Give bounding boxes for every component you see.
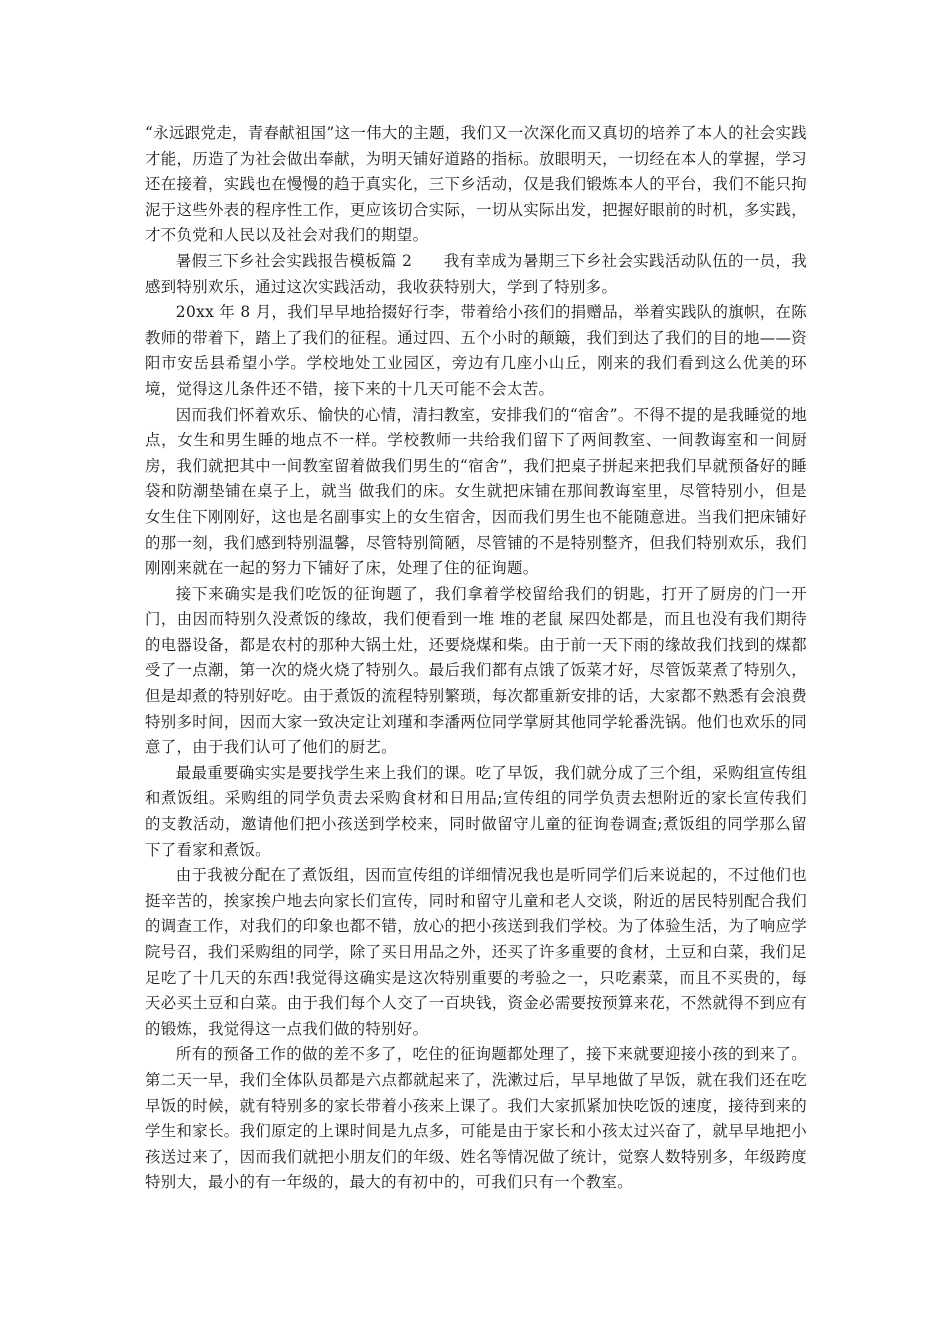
paragraph-8: 所有的预备工作的做的差不多了，吃住的征询题都处理了，接下来就要迎接小孩的到来了。第二天一早，我们全体队员都是六点都就起来了，洗漱过后，早早地做了早饭，就在我们还在吃早饭的时候，就有特别多的家长带着小孩来上课了。我们大家抓紧加快吃饭的速度，接待到来的学生和家长。我们原定的上课时间是九点多，可能是由于家长和小孩太过兴奋了，就早早地把小孩送过来了，因而我们就把小朋友们的年级、姓名等情况做了统计，觉察人数特别多，年级跨度特别大，最小的有一年级的，最大的有初中的，可我们只有一个教室。 [145, 1045, 807, 1192]
paragraph-6: 最最重要确实实是要找学生来上我们的课。吃了早饭，我们就分成了三个组，采购组宣传组和煮饭组。采购组的同学负责去采购食材和日用品;宣传组的同学负责去想附近的家长宣传我们的支教活动，邀请他们把小孩送到学校来，同时做留守儿童的征询卷调查;煮饭组的同学那么留下了看家和煮饭。 [145, 763, 807, 859]
paragraph-3: 20xx 年 8 月，我们早早地拾掇好行李，带着给小孩们的捐赠品，举着实践队的旗帜，在陈教师的带着下，踏上了我们的征程。通过四、五个小时的颠簸，我们到达了我们的目的地——资阳市安岳县希望小学。学校地处工业园区，旁边有几座小山丘，刚来的我们看到这么优美的环境，觉得这儿条件还不错，接下来的十几天可能不会太苦。 [145, 303, 807, 398]
paragraph-5: 接下来确实是我们吃饭的征询题了，我们拿着学校留给我们的钥匙，打开了厨房的门一开门，由因而特别久没煮饭的缘故，我们便看到一堆 堆的老鼠 屎四处都是，而且也没有我们期待的电器设备，都是农村的那种大锅土灶，还要烧煤和柴。由于前一天下雨的缘故我们找到的煤都受了一点潮，第一次的烧火烧了特别久。最后我们都有点饿了饭菜才好，尽管饭菜煮了特别久，但是却煮的特别好吃。由于煮饭的流程特别繁琐，每次都重新安排的话，大家都不熟悉有会浪费特别多时间，因而大家一致决定让刘瑾和李潘两位同学掌厨其他同学轮番洗锅。他们也欢乐的同意了，由于我们认可了他们的厨艺。 [145, 584, 807, 757]
document-page [145, 121, 807, 1196]
paragraph-7: 由于我被分配在了煮饭组，因而宣传组的详细情况我也是听同学们后来说起的，不过他们也挺辛苦的，挨家挨户地去向家长们宣传，同时和留守儿童和老人交谈，附近的居民特别配合我们的调查工作，对我们的印象也都不错，放心的把小孩送到我们学校。为了体验生活，为了响应学院号召，我们采购组的同学，除了买日用品之外，还买了许多重要的食材，土豆和白菜，我们足足吃了十几天的东西!我觉得这确实是这次特别重要的考验之一，只吃素菜，而且不买贵的，每天必买土豆和白菜。由于我们每个人交了一百块钱，资金必需要按预算来花，不然就得不到应有的锻炼，我觉得这一点我们做的特别好。 [145, 866, 807, 1038]
paragraph-4: 因而我们怀着欢乐、愉快的心情，清扫教室，安排我们的“宿舍”。不得不提的是我睡觉的地点，女生和男生睡的地点不一样。学校教师一共给我们留下了两间教室、一间教诲室和一间厨房，我们就把其中一间教室留着做我们男生的“宿舍”，我们把桌子拼起来把我们早就预备好的睡袋和防潮垫铺在桌子上，就当 做我们的床。女生就把床铺在那间教诲室里，尽管特别小，但是女生住下刚刚好，这也是名副事实上的女生宿舍，因而我们男生也不能随意进。当我们把床铺好的那一刻，我们感到特别温馨，尽管特别简陋，尽管铺的不是特别整齐，但我们特别欢乐，我们刚刚来就在一起的努力下铺好了床，处理了住的征询题。 [145, 405, 807, 578]
paragraph-1: “永远跟党走，青春献祖国”这一伟大的主题，我们又一次深化而又真切的培养了本人的社会实践才能，历造了为社会做出奉献，为明天铺好道路的指标。放眼明天，一切经在本人的掌握，学习还在接着，实践也在慢慢的趋于真实化，三下乡活动，仅是我们锻炼本人的平台，我们不能只拘泥于这些外表的程序性工作，更应该切合实际，一切从实际出发，把握好眼前的时机，多实践，才不负党和人民以及社会对我们的期望。 [145, 124, 807, 245]
paragraph-2: 暑假三下乡社会实践报告模板篇 2 我有幸成为暑期三下乡社会实践活动队伍的一员，我感到特别欢乐，通过这次实践活动，我收获特别大，学到了特别多。 [145, 251, 807, 296]
